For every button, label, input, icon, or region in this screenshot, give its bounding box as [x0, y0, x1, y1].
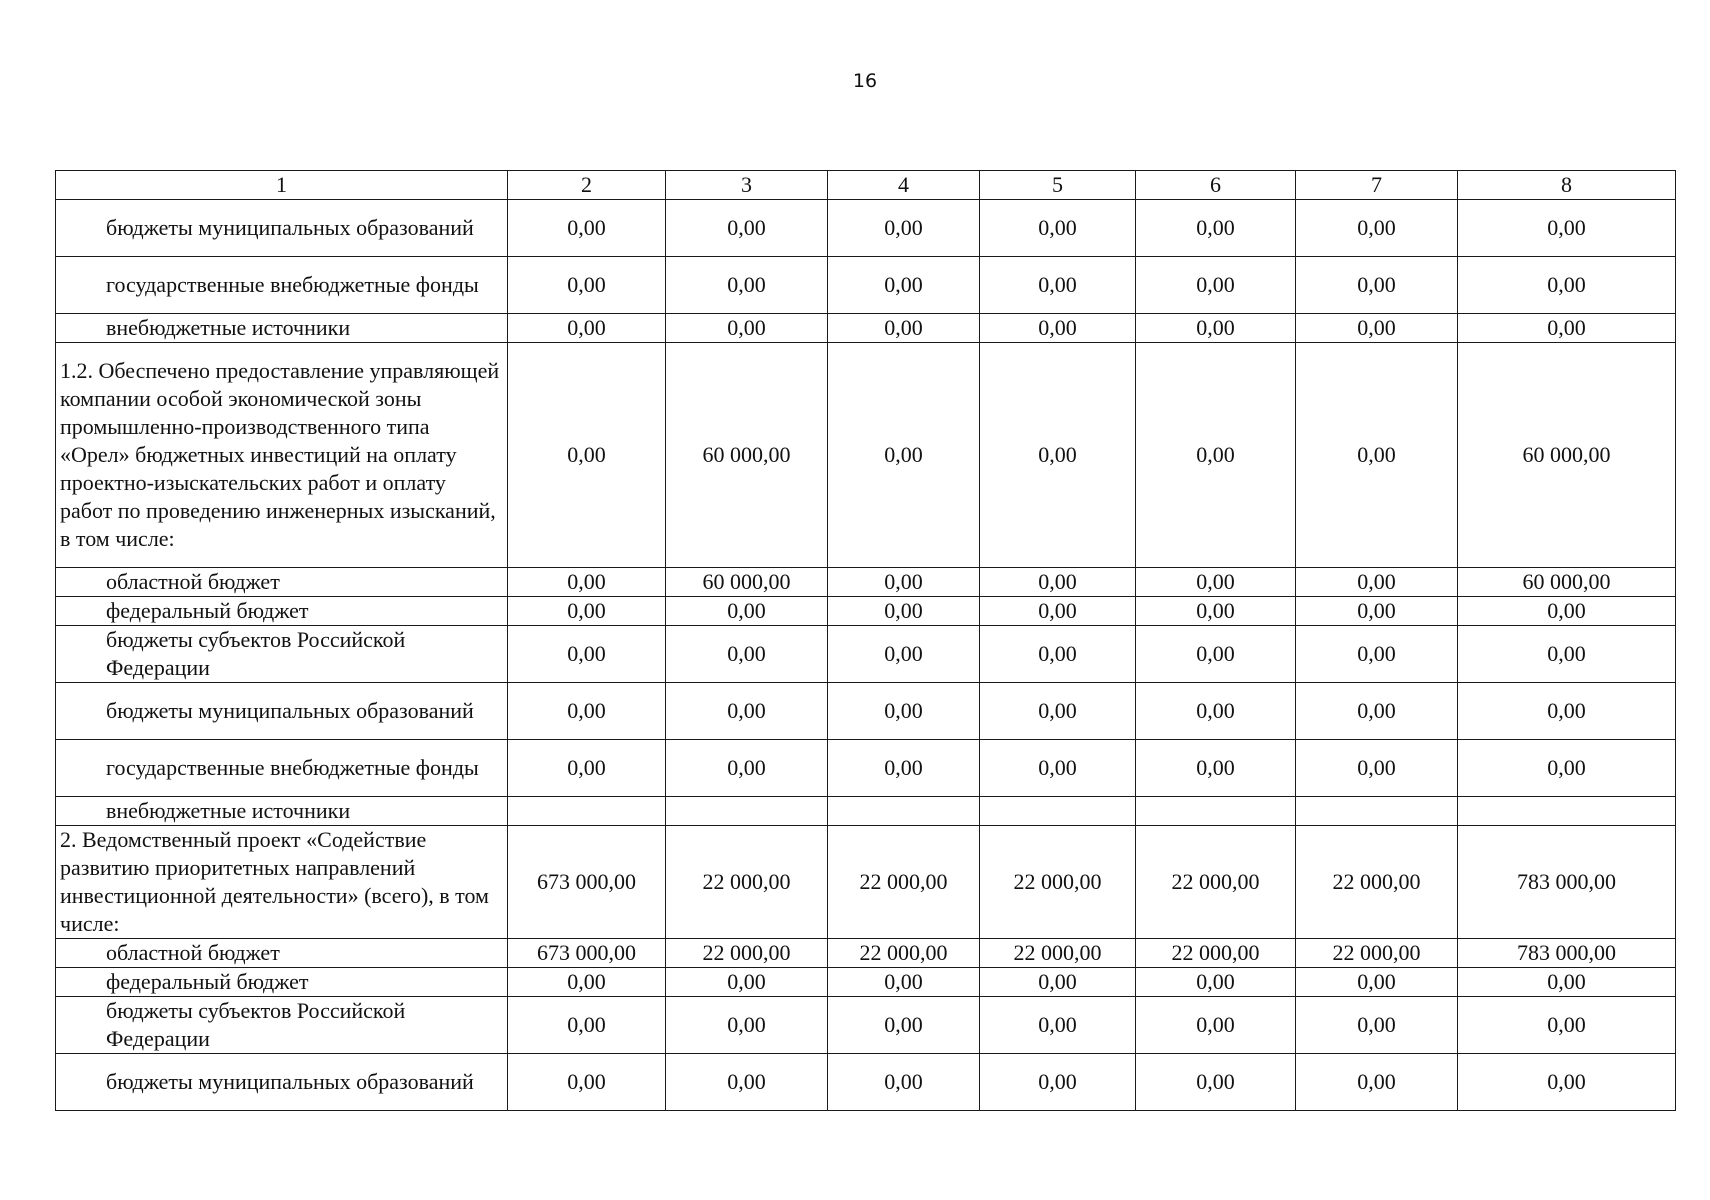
table-row — [56, 257, 1676, 314]
row-value: 0,00 — [1296, 200, 1458, 257]
row-value: 60 000,00 — [666, 568, 828, 597]
table-row — [56, 939, 1676, 968]
row-value: 0,00 — [1458, 683, 1676, 740]
table-header-row — [56, 171, 1676, 200]
row-value: 0,00 — [980, 626, 1136, 683]
row-value: 0,00 — [508, 997, 666, 1054]
column-header: 1 — [56, 171, 508, 200]
row-value: 0,00 — [1296, 997, 1458, 1054]
row-value — [828, 797, 980, 826]
column-header: 6 — [1136, 171, 1296, 200]
row-value: 0,00 — [828, 1054, 980, 1111]
row-value: 0,00 — [980, 343, 1136, 568]
row-value: 60 000,00 — [1458, 343, 1676, 568]
row-label: бюджеты муниципальных образований — [56, 200, 508, 257]
table-row — [56, 597, 1676, 626]
row-value: 0,00 — [508, 740, 666, 797]
row-value: 0,00 — [1296, 343, 1458, 568]
row-value: 0,00 — [1458, 597, 1676, 626]
row-label: 1.2. Обеспечено предоставление управляющей компании особой экономической зоны промышленно-производственного типа «Орел» бюджетных инвестиций на оплату проектно-изыскательских работ и оплату работ по проведению инженерных изысканий, в том числе: — [56, 343, 508, 568]
row-value: 22 000,00 — [980, 939, 1136, 968]
column-header: 5 — [980, 171, 1136, 200]
row-value: 0,00 — [508, 968, 666, 997]
row-label: бюджеты субъектов Российской Федерации — [56, 997, 508, 1054]
column-header: 3 — [666, 171, 828, 200]
page-number: 16 — [852, 70, 878, 92]
table-row — [56, 797, 1676, 826]
row-value: 0,00 — [980, 314, 1136, 343]
row-value: 0,00 — [1296, 568, 1458, 597]
row-value: 0,00 — [1458, 257, 1676, 314]
row-label: бюджеты субъектов Российской Федерации — [56, 626, 508, 683]
row-value: 673 000,00 — [508, 939, 666, 968]
row-value: 22 000,00 — [980, 826, 1136, 939]
row-value: 0,00 — [508, 343, 666, 568]
row-label: внебюджетные источники — [56, 797, 508, 826]
row-value: 0,00 — [1458, 968, 1676, 997]
row-value: 0,00 — [1296, 626, 1458, 683]
row-value: 0,00 — [1136, 626, 1296, 683]
row-label: государственные внебюджетные фонды — [56, 740, 508, 797]
row-value: 0,00 — [1136, 343, 1296, 568]
row-label: федеральный бюджет — [56, 968, 508, 997]
row-value: 0,00 — [828, 200, 980, 257]
row-value: 0,00 — [980, 257, 1136, 314]
row-value: 0,00 — [508, 1054, 666, 1111]
row-value: 0,00 — [1136, 568, 1296, 597]
row-value: 0,00 — [828, 568, 980, 597]
row-value: 0,00 — [1136, 997, 1296, 1054]
row-value: 0,00 — [1296, 597, 1458, 626]
column-header: 7 — [1296, 171, 1458, 200]
row-value — [666, 797, 828, 826]
column-header: 8 — [1458, 171, 1676, 200]
table-row — [56, 968, 1676, 997]
row-label: 2. Ведомственный проект «Содействие развитию приоритетных направлений инвестиционной деятельности» (всего), в том числе: — [56, 826, 508, 939]
row-value: 0,00 — [1136, 200, 1296, 257]
row-value: 0,00 — [828, 740, 980, 797]
row-value: 0,00 — [666, 257, 828, 314]
row-value: 0,00 — [980, 1054, 1136, 1111]
row-value: 0,00 — [1136, 968, 1296, 997]
row-value: 22 000,00 — [1136, 826, 1296, 939]
row-value: 0,00 — [508, 683, 666, 740]
row-value: 0,00 — [980, 968, 1136, 997]
row-value: 0,00 — [666, 740, 828, 797]
row-value: 22 000,00 — [1296, 826, 1458, 939]
row-value: 60 000,00 — [666, 343, 828, 568]
row-value: 0,00 — [1296, 740, 1458, 797]
row-value: 0,00 — [828, 997, 980, 1054]
row-value: 0,00 — [828, 626, 980, 683]
row-value: 60 000,00 — [1458, 568, 1676, 597]
row-value: 0,00 — [828, 968, 980, 997]
row-value: 22 000,00 — [666, 939, 828, 968]
budget-table-body — [56, 171, 1676, 1111]
row-value: 0,00 — [1136, 740, 1296, 797]
row-value: 0,00 — [828, 314, 980, 343]
row-value: 0,00 — [508, 597, 666, 626]
row-label: федеральный бюджет — [56, 597, 508, 626]
row-value: 0,00 — [666, 626, 828, 683]
row-value: 0,00 — [1136, 683, 1296, 740]
row-label: внебюджетные источники — [56, 314, 508, 343]
row-value: 0,00 — [980, 597, 1136, 626]
row-value: 0,00 — [828, 257, 980, 314]
column-header: 2 — [508, 171, 666, 200]
row-value — [1458, 797, 1676, 826]
row-value: 0,00 — [1458, 200, 1676, 257]
row-value: 22 000,00 — [1296, 939, 1458, 968]
row-value: 783 000,00 — [1458, 939, 1676, 968]
row-value: 0,00 — [508, 257, 666, 314]
table-row — [56, 314, 1676, 343]
row-value: 0,00 — [828, 683, 980, 740]
row-value: 0,00 — [980, 740, 1136, 797]
row-label: государственные внебюджетные фонды — [56, 257, 508, 314]
row-value: 0,00 — [1458, 626, 1676, 683]
row-value — [1296, 797, 1458, 826]
row-value: 0,00 — [1458, 997, 1676, 1054]
row-label: бюджеты муниципальных образований — [56, 683, 508, 740]
row-value: 0,00 — [666, 314, 828, 343]
table-row — [56, 1054, 1676, 1111]
table-row — [56, 826, 1676, 939]
table-row — [56, 683, 1676, 740]
row-value: 0,00 — [1136, 257, 1296, 314]
row-value: 0,00 — [1296, 968, 1458, 997]
row-value: 0,00 — [666, 683, 828, 740]
table-row — [56, 343, 1676, 568]
row-value: 22 000,00 — [666, 826, 828, 939]
table-row — [56, 626, 1676, 683]
row-value: 673 000,00 — [508, 826, 666, 939]
row-value: 22 000,00 — [1136, 939, 1296, 968]
row-value: 0,00 — [980, 997, 1136, 1054]
row-value: 0,00 — [1296, 257, 1458, 314]
row-value: 0,00 — [1136, 597, 1296, 626]
row-value: 0,00 — [1458, 314, 1676, 343]
table-row — [56, 740, 1676, 797]
row-value: 0,00 — [666, 597, 828, 626]
row-value — [508, 797, 666, 826]
column-header: 4 — [828, 171, 980, 200]
row-value: 0,00 — [1458, 740, 1676, 797]
table-row — [56, 997, 1676, 1054]
row-value: 0,00 — [508, 568, 666, 597]
row-value: 22 000,00 — [828, 826, 980, 939]
row-label: бюджеты муниципальных образований — [56, 1054, 508, 1111]
row-value: 0,00 — [666, 1054, 828, 1111]
row-value: 0,00 — [980, 200, 1136, 257]
row-value: 0,00 — [508, 200, 666, 257]
table-row — [56, 568, 1676, 597]
row-label: областной бюджет — [56, 939, 508, 968]
budget-table — [55, 170, 1676, 1111]
row-value: 0,00 — [980, 683, 1136, 740]
row-value: 0,00 — [666, 968, 828, 997]
row-value: 0,00 — [1296, 1054, 1458, 1111]
row-value: 0,00 — [1296, 683, 1458, 740]
row-value: 0,00 — [508, 626, 666, 683]
table-row — [56, 200, 1676, 257]
row-value: 0,00 — [1458, 1054, 1676, 1111]
row-value — [980, 797, 1136, 826]
row-value: 0,00 — [980, 568, 1136, 597]
row-value: 0,00 — [1296, 314, 1458, 343]
row-value: 0,00 — [828, 597, 980, 626]
row-value: 0,00 — [666, 200, 828, 257]
row-value: 0,00 — [828, 343, 980, 568]
row-value: 0,00 — [1136, 314, 1296, 343]
row-value: 0,00 — [508, 314, 666, 343]
row-value — [1136, 797, 1296, 826]
row-value: 783 000,00 — [1458, 826, 1676, 939]
row-value: 0,00 — [1136, 1054, 1296, 1111]
row-value: 0,00 — [666, 997, 828, 1054]
row-label: областной бюджет — [56, 568, 508, 597]
row-value: 22 000,00 — [828, 939, 980, 968]
